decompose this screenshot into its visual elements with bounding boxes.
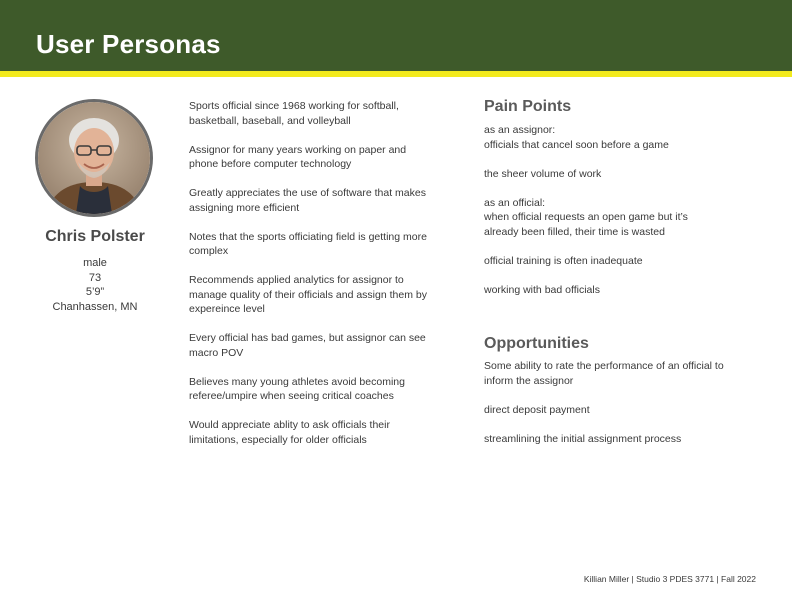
note-item: Sports official since 1968 working for softball, basketball, baseball, and volleyball [189, 100, 399, 127]
persona-gender: male [83, 257, 107, 269]
persona-photo [38, 102, 150, 214]
note-item: Would appreciate ablity to ask officials their limitations, especially for older officials [189, 419, 390, 446]
note-item: Recommends applied analytics for assignor to manage quality of their officials and assign them by expereince level [189, 274, 427, 315]
accent-bar [0, 71, 792, 77]
pain-point-item: as an official: when official requests an open game but it’s already been filled, their time is wasted [484, 196, 688, 238]
footer-credit: Killian Miller | Studio 3 PDES 3771 | Fall 2022 [583, 574, 756, 584]
note-item: Notes that the sports officiating field is getting more complex [189, 230, 427, 257]
persona-height: 5’9” [85, 286, 105, 298]
pain-points-list [484, 123, 724, 312]
pain-point-item: the sheer volume of work [484, 167, 602, 180]
persona-details [20, 256, 170, 314]
persona-age: 73 [88, 271, 102, 284]
pain-point-item: as an assignor: officials that cancel soon before a game [484, 124, 669, 151]
opportunities-list [484, 359, 724, 461]
note-item: Every official has bad games, but assignor can see macro POV [189, 332, 426, 359]
persona-notes [189, 99, 434, 462]
header-banner [0, 0, 792, 71]
persona-location: Chanhassen, MN [52, 300, 138, 313]
avatar [35, 99, 153, 217]
opportunities-heading: Opportunities [484, 335, 589, 352]
note-item: Assignor for many years working on paper and phone before computer technology [189, 143, 407, 170]
opportunity-item: Some ability to rate the performance of an official to inform the assignor [484, 360, 724, 387]
page-title: User Personas [36, 29, 221, 59]
persona-name: Chris Polster [45, 228, 145, 245]
opportunity-item: streamlining the initial assignment process [484, 432, 682, 445]
pain-point-item: official training is often inadequate [484, 254, 643, 267]
note-item: Greatly appreciates the use of software that makes assigning more efficient [189, 187, 426, 214]
opportunity-item: direct deposit payment [484, 403, 590, 416]
note-item: Believes many young athletes avoid becoming referee/umpire when seeing critical coaches [189, 375, 405, 402]
pain-points-heading: Pain Points [484, 98, 572, 115]
pain-point-item: working with bad officials [484, 283, 600, 296]
